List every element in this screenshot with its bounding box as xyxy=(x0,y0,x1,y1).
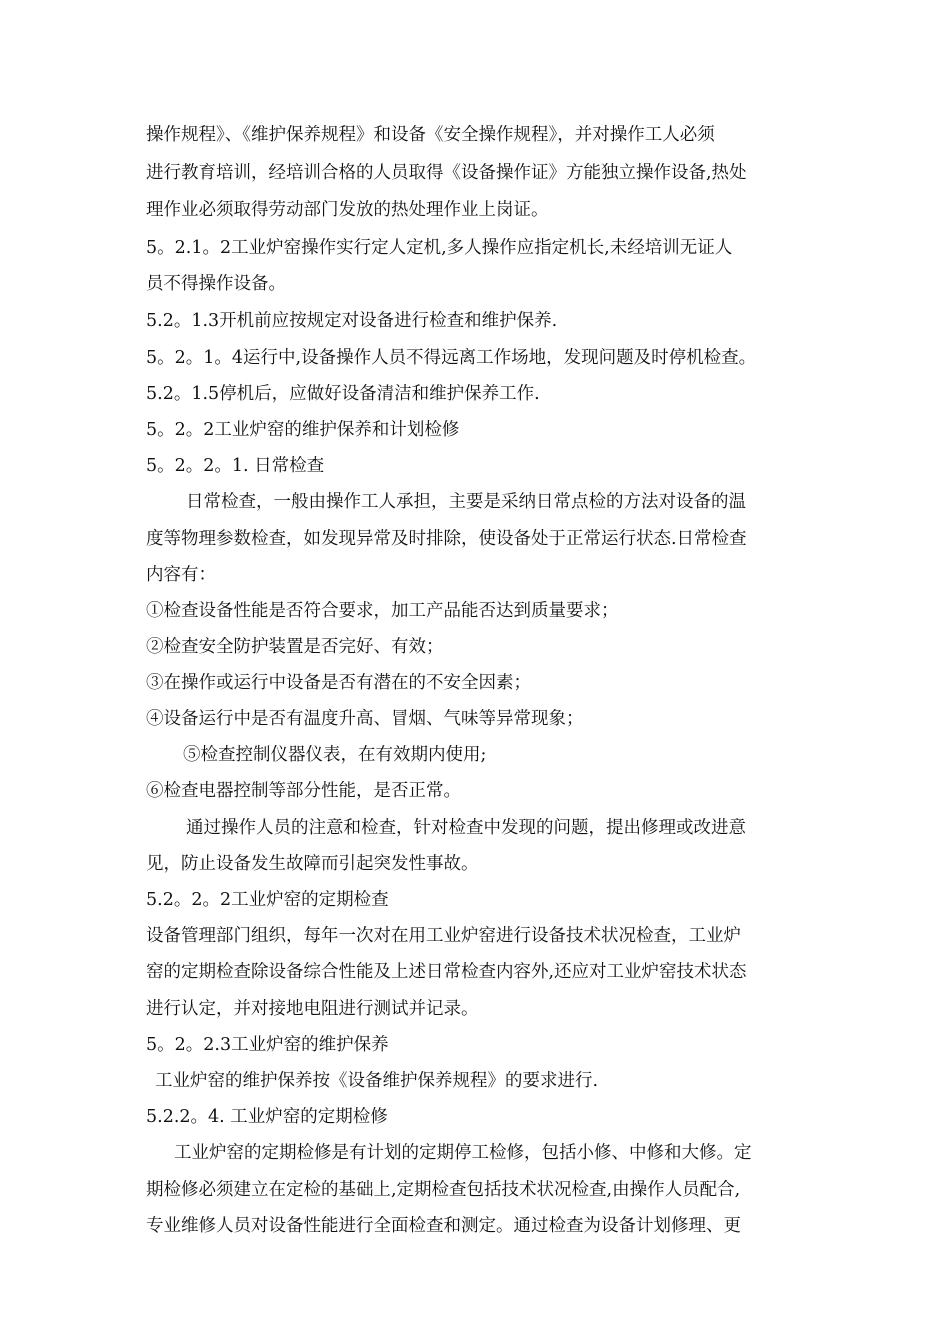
paragraph-line: 操作规程》、《维护保养规程》和设备《安全操作规程》，并对操作工人必须 xyxy=(146,125,715,145)
paragraph-line: 期检修必须建立在定检的基础上,定期检查包括技术状况检查,由操作人员配合, xyxy=(146,1180,741,1200)
paragraph-line: 进行认定，并对接地电阻进行测试并记录。 xyxy=(146,999,479,1019)
list-item: ②检查安全防护装置是否完好、有效； xyxy=(146,637,444,657)
paragraph-line: 专业维修人员对设备性能进行全面检查和测定。通过检查为设备计划修理、更 xyxy=(146,1216,741,1236)
list-item: ④设备运行中是否有温度升高、冒烟、气味等异常现象； xyxy=(146,709,584,729)
section-heading: 5。2。2.3工业炉窑的维护保养 xyxy=(146,1035,389,1055)
list-item: ⑤检查控制仪器仪表，在有效期内使用; xyxy=(183,745,487,765)
section-heading: 5。2。2。1. 日常检查 xyxy=(146,456,325,476)
section-heading: 5。2。1。4运行中,设备操作人员不得远离工作场地，发现问题及时停机检查。 xyxy=(146,348,757,368)
list-item: ①检查设备性能是否符合要求，加工产品能否达到质量要求； xyxy=(146,601,619,621)
section-heading: 5.2。1.5停机后，应做好设备清洁和维护保养工作. xyxy=(146,384,540,404)
paragraph-line: 理作业必须取得劳动部门发放的热处理作业上岗证。 xyxy=(146,200,549,220)
paragraph-line: 工业炉窑的定期检修是有计划的定期停工检修，包括小修、中修和大修。定 xyxy=(174,1143,752,1163)
paragraph-line: 员不得操作设备。 xyxy=(146,274,286,294)
section-heading: 5.2。2。2工业炉窑的定期检查 xyxy=(146,890,389,910)
section-heading: 5。2。2工业炉窑的维护保养和计划检修 xyxy=(146,420,460,440)
section-heading: 5.2.2。4. 工业炉窑的定期检修 xyxy=(146,1107,388,1127)
paragraph-line: 度等物理参数检查，如发现异常及时排除，使设备处于正常运行状态.日常检查 xyxy=(146,529,747,549)
section-heading: 5。2.1。2工业炉窑操作实行定人定机,多人操作应指定机长,未经培训无证人 xyxy=(146,238,733,258)
paragraph-line: 进行教育培训，经培训合格的人员取得《设备操作证》方能独立操作设备,热处 xyxy=(146,163,747,183)
paragraph-line: 工业炉窑的维护保养按《设备维护保养规程》的要求进行. xyxy=(155,1071,599,1091)
list-item: ③在操作或运行中设备是否有潜在的不安全因素； xyxy=(146,673,531,693)
paragraph-line: 设备管理部门组织，每年一次对在用工业炉窑进行设备技术状况检查，工业炉 xyxy=(146,926,741,946)
paragraph-line: 内容有： xyxy=(146,565,216,585)
list-item: ⑥检查电器控制等部分性能，是否正常。 xyxy=(146,781,461,801)
paragraph-line: 通过操作人员的注意和检查，针对检查中发现的问题，提出修理或改进意 xyxy=(186,818,746,838)
section-heading: 5.2。1.3开机前应按规定对设备进行检查和维护保养. xyxy=(146,311,558,331)
paragraph-line: 窑的定期检查除设备综合性能及上述日常检查内容外,还应对工业炉窑技术状态 xyxy=(146,962,747,982)
paragraph-line: 见，防止设备发生故障而引起突发性事故。 xyxy=(146,854,479,874)
paragraph-line: 日常检查，一般由操作工人承担，主要是采纳日常点检的方法对设备的温 xyxy=(186,492,746,512)
